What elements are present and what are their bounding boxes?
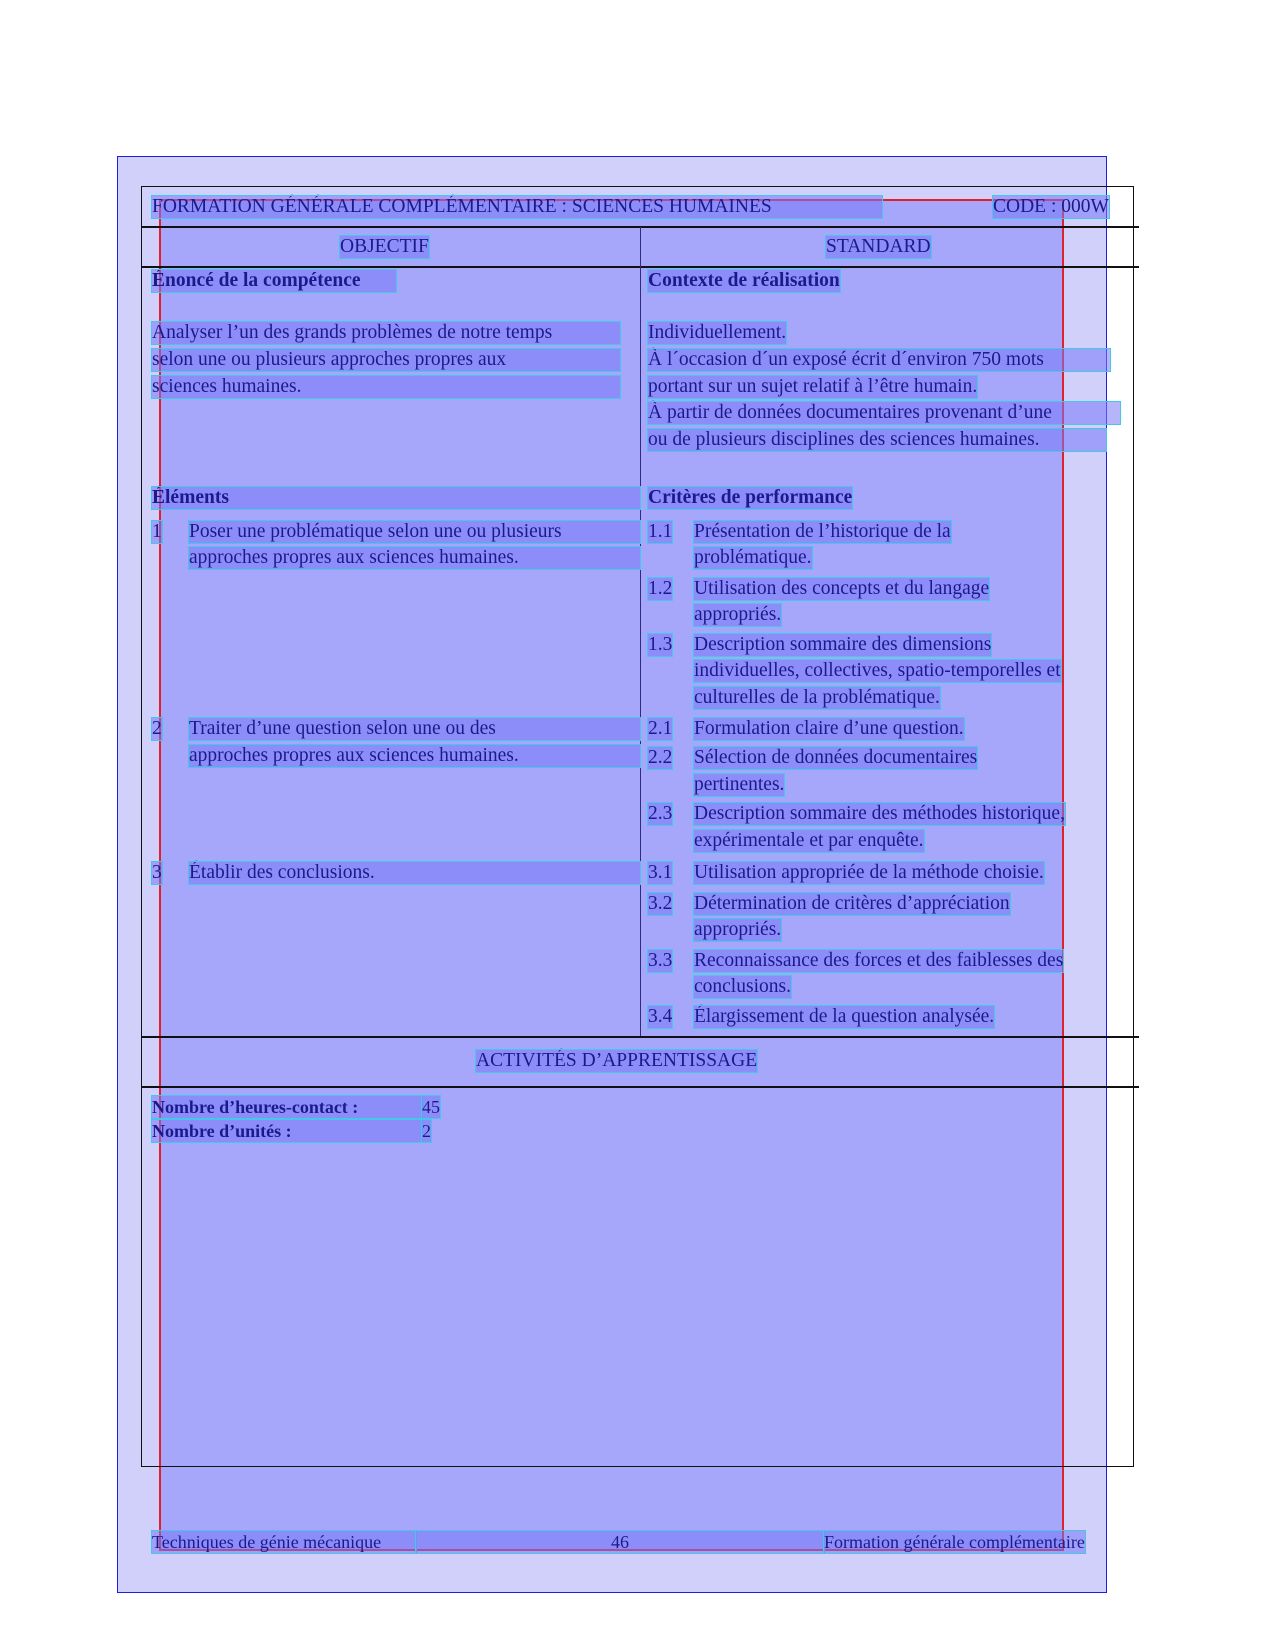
criterion-number: 1.3 xyxy=(648,634,673,655)
element-line: Traiter d’une question selon une ou des xyxy=(189,718,640,740)
footer-program: Techniques de génie mécanique xyxy=(152,1531,416,1553)
competence-heading: Énoncé de la compétence xyxy=(152,270,396,292)
criterion-line: appropriés. xyxy=(694,604,782,625)
units-label: Nombre d’unités : xyxy=(152,1120,422,1142)
units-value: 2 xyxy=(422,1121,431,1141)
element-number: 2 xyxy=(152,718,162,739)
elements-heading: Éléments xyxy=(152,487,640,509)
context-heading: Contexte de réalisation xyxy=(648,270,840,291)
column-heading-objectif: OBJECTIF xyxy=(340,236,429,257)
criterion-line: culturelles de la problématique. xyxy=(694,687,940,708)
context-line: ou de plusieurs disciplines des sciences humaines. xyxy=(648,429,1106,451)
column-heading-standard: STANDARD xyxy=(826,236,931,257)
criterion-line: Reconnaissance des forces et des faiblesses des xyxy=(694,950,1064,971)
document-title: FORMATION GÉNÉRALE COMPLÉMENTAIRE : SCIENCES HUMAINES xyxy=(152,196,882,218)
criterion-line: appropriés. xyxy=(694,919,782,940)
criterion-number: 2.2 xyxy=(648,747,673,768)
footer-page-number: 46 xyxy=(416,1531,824,1553)
activities-heading: ACTIVITÉS D’APPRENTISSAGE xyxy=(476,1050,758,1071)
criterion-number: 3.4 xyxy=(648,1006,673,1027)
criterion-line: Utilisation des concepts et du langage xyxy=(694,578,990,599)
column-divider xyxy=(640,227,641,1036)
rule-activities-top xyxy=(141,1036,1139,1038)
element-number: 3 xyxy=(152,862,162,883)
course-code: CODE : 000W xyxy=(993,196,1109,217)
context-line: À partir de données documentaires provenant d’une xyxy=(648,402,1120,424)
criterion-line: problématique. xyxy=(694,547,812,568)
criterion-number: 1.2 xyxy=(648,578,673,599)
criterion-line: Sélection de données documentaires xyxy=(694,747,978,768)
footer-section: Formation générale complémentaire xyxy=(824,1532,1085,1552)
criterion-line: Détermination de critères d’appréciation xyxy=(694,893,1010,914)
criterion-line: Utilisation appropriée de la méthode choisie. xyxy=(694,862,1044,883)
element-line: Établir des conclusions. xyxy=(189,862,640,884)
element-line: Poser une problématique selon une ou plusieurs xyxy=(189,521,640,543)
context-line: portant sur un sujet relatif à l’être humain. xyxy=(648,376,978,397)
criterion-number: 3.3 xyxy=(648,950,673,971)
criterion-number: 1.1 xyxy=(648,521,673,542)
competence-line: Analyser l’un des grands problèmes de notre temps xyxy=(152,322,620,344)
rule-activities-bottom xyxy=(141,1086,1139,1088)
criterion-number: 3.2 xyxy=(648,893,673,914)
context-line: Individuellement. xyxy=(648,322,787,343)
criterion-number: 2.1 xyxy=(648,718,673,739)
criterion-line: Description sommaire des méthodes historique, xyxy=(694,803,1065,824)
criterion-number: 3.1 xyxy=(648,862,673,883)
criterion-number: 2.3 xyxy=(648,803,673,824)
context-line: À l´occasion d´un exposé écrit d´environ 750 mots xyxy=(648,349,1110,371)
hours-value: 45 xyxy=(422,1097,440,1117)
criterion-line: Formulation claire d’une question. xyxy=(694,718,964,739)
element-line: approches propres aux sciences humaines. xyxy=(189,745,640,767)
criterion-line: pertinentes. xyxy=(694,774,785,795)
criterion-line: individuelles, collectives, spatio-temporelles et xyxy=(694,660,1061,681)
element-line: approches propres aux sciences humaines. xyxy=(189,547,640,569)
element-number: 1 xyxy=(152,521,162,542)
criteria-heading: Critères de performance xyxy=(648,487,853,508)
competence-line: selon une ou plusieurs approches propres aux xyxy=(152,349,620,371)
criterion-line: expérimentale et par enquête. xyxy=(694,830,924,851)
criterion-line: Élargissement de la question analysée. xyxy=(694,1006,995,1027)
criterion-line: Description sommaire des dimensions xyxy=(694,634,992,655)
hours-label: Nombre d’heures-contact : xyxy=(152,1096,422,1118)
criterion-line: conclusions. xyxy=(694,976,791,997)
competence-line: sciences humaines. xyxy=(152,376,620,398)
criterion-line: Présentation de l’historique de la xyxy=(694,521,951,542)
